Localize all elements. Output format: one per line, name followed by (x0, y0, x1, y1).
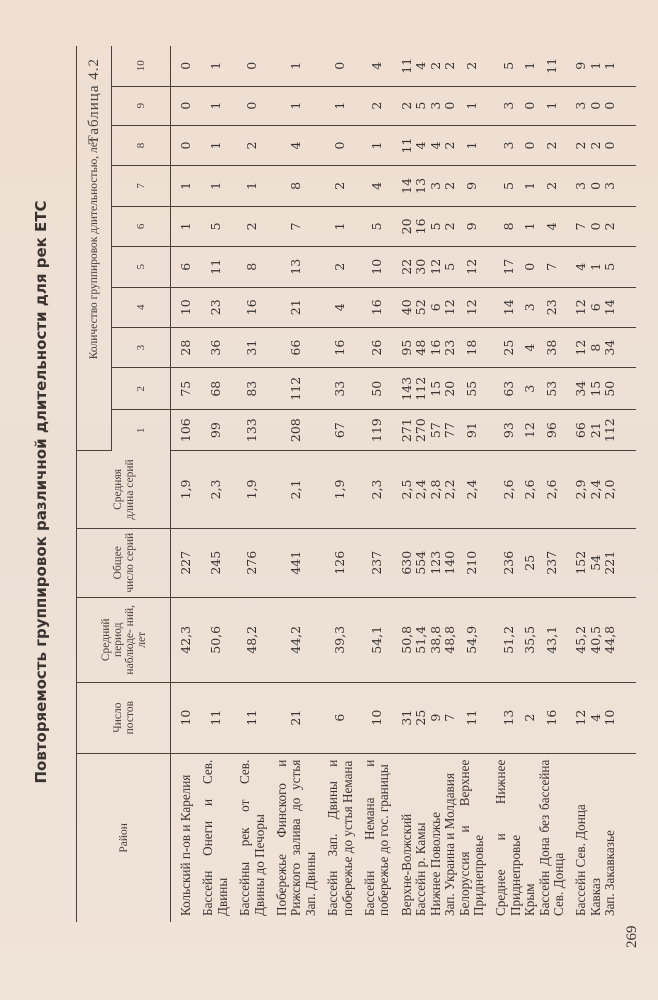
header-duration-1: 1 (135, 427, 147, 434)
cell-count-6: 1 (318, 206, 355, 246)
cell-total: 25 (523, 528, 537, 597)
table-row (589, 46, 603, 922)
cell-count-10: 2 (429, 46, 443, 86)
cell-avg-length: 1,9 (230, 451, 267, 528)
cell-total: 221 (603, 528, 635, 597)
cell-count-8: 1 (193, 125, 230, 165)
cell-avg-length: 2,3 (355, 451, 392, 528)
cell-region: Бассейн Немана и побережье до гос. границы (362, 759, 392, 916)
cell-count-6: 9 (458, 206, 487, 246)
cell-count-4: 14 (486, 287, 523, 327)
cell-count-10: 2 (458, 46, 487, 86)
cell-count-10: 0 (171, 46, 194, 86)
cell-count-9: 0 (171, 86, 194, 125)
cell-count-3: 66 (267, 327, 318, 367)
cell-avg-length: 2,4 (458, 451, 487, 528)
cell-count-6: 1 (523, 206, 537, 246)
cell-avg-length: 2,2 (443, 451, 457, 528)
cell-count-2: 112 (414, 368, 428, 410)
cell-count-3: 31 (230, 327, 267, 367)
cell-count-8: 1 (458, 125, 487, 165)
cell-count-4: 6 (589, 287, 603, 327)
cell-count-10: 4 (355, 46, 392, 86)
cell-count-3: 8 (589, 327, 603, 367)
cell-count-8: 2 (230, 125, 267, 165)
cell-count-4: 4 (318, 287, 355, 327)
cell-count-3: 16 (318, 327, 355, 367)
data-table (76, 46, 636, 922)
table-row (193, 46, 230, 922)
cell-count-5: 12 (458, 247, 487, 287)
cell-avg-length: 2,3 (193, 451, 230, 528)
cell-count-1: 21 (589, 410, 603, 451)
cell-count-6: 2 (443, 206, 457, 246)
table-number: Таблица 4.2 (86, 58, 102, 145)
cell-count-1: 57 (429, 410, 443, 451)
cell-period: 54,1 (355, 597, 392, 682)
cell-count-2: 68 (193, 368, 230, 410)
cell-count-6: 7 (566, 206, 588, 246)
cell-count-8: 0 (171, 125, 194, 165)
cell-count-4: 12 (566, 287, 588, 327)
cell-avg-length: 2,1 (267, 451, 318, 528)
cell-total: 54 (589, 528, 603, 597)
cell-count-1: 12 (523, 410, 537, 451)
cell-count-4: 21 (267, 287, 318, 327)
cell-count-9: 3 (566, 86, 588, 125)
cell-posts: 13 (486, 682, 523, 753)
table-row (523, 46, 537, 922)
cell-count-5: 11 (193, 247, 230, 287)
cell-count-8: 2 (566, 125, 588, 165)
cell-count-7: 9 (458, 166, 487, 206)
cell-count-1: 93 (486, 410, 523, 451)
cell-count-6: 5 (429, 206, 443, 246)
cell-count-6: 7 (267, 206, 318, 246)
cell-period: 51,2 (486, 597, 523, 682)
cell-count-3: 12 (566, 327, 588, 367)
cell-count-10: 1 (267, 46, 318, 86)
cell-count-2: 83 (230, 368, 267, 410)
cell-count-1: 106 (171, 410, 194, 451)
cell-count-9: 3 (429, 86, 443, 125)
cell-count-2: 3 (523, 368, 537, 410)
cell-total: 126 (318, 528, 355, 597)
cell-count-1: 77 (443, 410, 457, 451)
cell-posts: 7 (443, 682, 457, 753)
cell-period: 50,8 (392, 597, 414, 682)
cell-count-3: 36 (193, 327, 230, 367)
cell-count-9: 0 (589, 86, 603, 125)
table-row (443, 46, 457, 922)
cell-region: Среднее и Нижнее Приднепровье (493, 759, 523, 916)
cell-count-7: 5 (486, 166, 523, 206)
cell-count-4: 23 (193, 287, 230, 327)
header-total: Общее число серий (77, 528, 171, 597)
cell-region: Зап. Украина и Молдавия (442, 773, 458, 916)
header-duration-4: 4 (112, 287, 171, 327)
cell-count-2: 55 (458, 368, 487, 410)
cell-total: 123 (429, 528, 443, 597)
cell-count-8: 0 (523, 125, 537, 165)
cell-count-2: 20 (443, 368, 457, 410)
cell-count-9: 0 (443, 86, 457, 125)
cell-count-1: 271 (392, 410, 414, 451)
cell-count-10: 1 (589, 46, 603, 86)
header-region: Район (77, 753, 171, 922)
cell-count-7: 1 (171, 166, 194, 206)
cell-total: 227 (171, 528, 194, 597)
cell-posts: 11 (230, 682, 267, 753)
table-row (318, 46, 355, 922)
cell-period: 44,8 (603, 597, 635, 682)
cell-count-6: 0 (589, 206, 603, 246)
cell-count-7: 2 (443, 166, 457, 206)
header-avg-length: Средняя длина серий (77, 451, 171, 528)
cell-count-7: 3 (429, 166, 443, 206)
cell-region: Бассейны рек от Сев. Двины до Печоры (237, 759, 267, 916)
table-row (267, 46, 318, 922)
cell-count-1: 91 (458, 410, 487, 451)
cell-avg-length: 2,5 (392, 451, 414, 528)
cell-count-6: 5 (355, 206, 392, 246)
cell-region: Нижнее Поволжье (427, 812, 443, 916)
cell-count-4: 12 (458, 287, 487, 327)
cell-count-3: 16 (429, 327, 443, 367)
cell-posts: 21 (267, 682, 318, 753)
cell-count-8: 2 (538, 125, 567, 165)
cell-count-8: 4 (429, 125, 443, 165)
cell-region: Кавказ (587, 878, 603, 916)
cell-period: 48,2 (230, 597, 267, 682)
cell-count-8: 0 (603, 125, 635, 165)
cell-count-2: 50 (603, 368, 635, 410)
cell-count-1: 270 (414, 410, 428, 451)
cell-count-5: 22 (392, 247, 414, 287)
cell-count-9: 1 (318, 86, 355, 125)
header-posts: Число постов (77, 682, 171, 753)
table-row (392, 46, 414, 922)
cell-avg-length: 1,9 (318, 451, 355, 528)
cell-count-8: 2 (443, 125, 457, 165)
cell-count-4: 40 (392, 287, 414, 327)
cell-avg-length: 2,8 (429, 451, 443, 528)
cell-count-10: 1 (523, 46, 537, 86)
cell-count-10: 2 (443, 46, 457, 86)
cell-count-2: 33 (318, 368, 355, 410)
cell-region: Бассейн Онеги и Сев. Двины (200, 759, 230, 916)
cell-count-6: 5 (193, 206, 230, 246)
cell-period: 39,3 (318, 597, 355, 682)
cell-count-2: 75 (171, 368, 194, 410)
cell-total: 236 (486, 528, 523, 597)
cell-avg-length: 2,4 (589, 451, 603, 528)
cell-count-3: 25 (486, 327, 523, 367)
cell-count-3: 28 (171, 327, 194, 367)
cell-count-5: 0 (523, 247, 537, 287)
cell-count-4: 12 (443, 287, 457, 327)
cell-count-1: 99 (193, 410, 230, 451)
cell-region: Бассейн Дона без бассейна Сев. Донца (536, 759, 566, 916)
cell-count-8: 0 (318, 125, 355, 165)
cell-count-10: 1 (193, 46, 230, 86)
cell-count-5: 5 (603, 247, 635, 287)
cell-count-4: 16 (355, 287, 392, 327)
cell-count-2: 143 (392, 368, 414, 410)
cell-count-2: 34 (566, 368, 588, 410)
header-duration-8: 8 (112, 125, 171, 165)
cell-count-4: 3 (523, 287, 537, 327)
cell-count-7: 3 (603, 166, 635, 206)
cell-posts: 4 (589, 682, 603, 753)
cell-count-9: 2 (355, 86, 392, 125)
cell-count-9: 0 (230, 86, 267, 125)
cell-count-10: 5 (486, 46, 523, 86)
cell-count-9: 1 (538, 86, 567, 125)
cell-period: 45,2 (566, 597, 588, 682)
cell-period: 48,8 (443, 597, 457, 682)
cell-region: Крым (522, 883, 538, 916)
cell-count-3: 34 (603, 327, 635, 367)
cell-posts: 16 (538, 682, 567, 753)
cell-count-4: 14 (603, 287, 635, 327)
cell-count-9: 1 (267, 86, 318, 125)
table-row (414, 46, 428, 922)
cell-count-5: 12 (429, 247, 443, 287)
cell-count-8: 11 (392, 125, 414, 165)
cell-count-9: 1 (458, 86, 487, 125)
header-duration-9: 9 (112, 86, 171, 125)
cell-count-4: 23 (538, 287, 567, 327)
cell-avg-length: 2,4 (414, 451, 428, 528)
cell-period: 40,5 (589, 597, 603, 682)
cell-count-1: 66 (566, 410, 588, 451)
cell-count-8: 4 (414, 125, 428, 165)
cell-count-6: 1 (171, 206, 194, 246)
cell-period: 54,9 (458, 597, 487, 682)
cell-count-7: 4 (355, 166, 392, 206)
cell-avg-length: 2,0 (603, 451, 635, 528)
cell-count-7: 1 (230, 166, 267, 206)
cell-region: Бассейн Зап. Двины и побережье до устья Немана (325, 759, 355, 916)
cell-count-6: 16 (414, 206, 428, 246)
cell-count-7: 1 (193, 166, 230, 206)
cell-count-8: 1 (355, 125, 392, 165)
cell-posts: 10 (355, 682, 392, 753)
cell-count-5: 2 (318, 247, 355, 287)
cell-posts: 11 (458, 682, 487, 753)
header-group: Количество группировок длительностью, лет (77, 46, 112, 451)
cell-count-10: 0 (318, 46, 355, 86)
cell-count-10: 4 (414, 46, 428, 86)
cell-total: 237 (355, 528, 392, 597)
cell-count-5: 6 (171, 247, 194, 287)
cell-count-5: 1 (589, 247, 603, 287)
cell-period: 43,1 (538, 597, 567, 682)
cell-region: Бассейн р. Камы (413, 822, 429, 916)
cell-posts: 9 (429, 682, 443, 753)
cell-total: 441 (267, 528, 318, 597)
cell-count-8: 2 (589, 125, 603, 165)
cell-avg-length: 2,6 (523, 451, 537, 528)
cell-posts: 25 (414, 682, 428, 753)
cell-count-5: 8 (230, 247, 267, 287)
cell-period: 51,4 (414, 597, 428, 682)
cell-count-2: 50 (355, 368, 392, 410)
cell-posts: 6 (318, 682, 355, 753)
cell-period: 44,2 (267, 597, 318, 682)
cell-total: 140 (443, 528, 457, 597)
table-row (355, 46, 392, 922)
cell-count-1: 133 (230, 410, 267, 451)
cell-count-2: 53 (538, 368, 567, 410)
cell-count-8: 3 (486, 125, 523, 165)
cell-count-7: 2 (318, 166, 355, 206)
page-number: 269 (624, 925, 640, 948)
table-row (566, 46, 588, 922)
cell-count-10: 11 (392, 46, 414, 86)
cell-count-1: 119 (355, 410, 392, 451)
cell-count-5: 17 (486, 247, 523, 287)
cell-count-10: 0 (230, 46, 267, 86)
cell-total: 276 (230, 528, 267, 597)
cell-count-4: 16 (230, 287, 267, 327)
cell-total: 245 (193, 528, 230, 597)
cell-avg-length: 2,6 (538, 451, 567, 528)
table-row (603, 46, 635, 922)
cell-count-6: 20 (392, 206, 414, 246)
table-row (429, 46, 443, 922)
header-duration-3: 3 (112, 327, 171, 367)
cell-count-3: 48 (414, 327, 428, 367)
cell-region: Верхне-Волжский (398, 813, 414, 916)
cell-period: 42,3 (171, 597, 194, 682)
cell-region: Белоруссия и Верхнее Приднепровье (456, 759, 486, 916)
table-row (171, 46, 194, 922)
cell-total: 152 (566, 528, 588, 597)
cell-count-7: 2 (538, 166, 567, 206)
cell-region: Кольский п-ов и Карелия (178, 774, 193, 916)
cell-count-9: 1 (193, 86, 230, 125)
cell-count-6: 2 (603, 206, 635, 246)
cell-count-4: 10 (171, 287, 194, 327)
cell-count-10: 1 (603, 46, 635, 86)
cell-period: 38,8 (429, 597, 443, 682)
header-duration-5: 5 (112, 247, 171, 287)
cell-count-9: 2 (392, 86, 414, 125)
cell-count-3: 38 (538, 327, 567, 367)
cell-count-7: 3 (566, 166, 588, 206)
cell-count-6: 4 (538, 206, 567, 246)
cell-count-5: 13 (267, 247, 318, 287)
cell-count-9: 0 (523, 86, 537, 125)
cell-count-5: 30 (414, 247, 428, 287)
cell-count-3: 18 (458, 327, 487, 367)
cell-count-3: 95 (392, 327, 414, 367)
cell-region: Бассейн Сев. Донца (573, 804, 589, 916)
cell-count-10: 9 (566, 46, 588, 86)
cell-posts: 11 (193, 682, 230, 753)
cell-count-1: 112 (603, 410, 635, 451)
table-row (458, 46, 487, 922)
cell-count-2: 63 (486, 368, 523, 410)
cell-count-3: 26 (355, 327, 392, 367)
cell-count-4: 6 (429, 287, 443, 327)
cell-count-5: 4 (566, 247, 588, 287)
cell-avg-length: 2,9 (566, 451, 588, 528)
cell-count-9: 0 (603, 86, 635, 125)
cell-posts: 12 (566, 682, 588, 753)
cell-count-7: 1 (523, 166, 537, 206)
cell-region: Зап. Закавказье (602, 830, 618, 916)
cell-total: 210 (458, 528, 487, 597)
cell-count-8: 4 (267, 125, 318, 165)
table-row (486, 46, 523, 922)
cell-count-2: 112 (267, 368, 318, 410)
header-duration-7: 7 (112, 166, 171, 206)
cell-count-5: 7 (538, 247, 567, 287)
cell-count-2: 15 (589, 368, 603, 410)
header-duration-2: 2 (112, 368, 171, 410)
cell-count-9: 5 (414, 86, 428, 125)
cell-total: 630 (392, 528, 414, 597)
cell-count-1: 67 (318, 410, 355, 451)
cell-count-4: 52 (414, 287, 428, 327)
cell-count-6: 2 (230, 206, 267, 246)
cell-count-7: 8 (267, 166, 318, 206)
cell-region: Побережье Финского и Рижского залива до устья Зап. Двины (274, 759, 318, 916)
cell-count-1: 96 (538, 410, 567, 451)
cell-count-5: 10 (355, 247, 392, 287)
cell-posts: 31 (392, 682, 414, 753)
cell-count-5: 5 (443, 247, 457, 287)
header-period: Средний период наблюде- ний, лет (77, 597, 171, 682)
cell-total: 237 (538, 528, 567, 597)
cell-count-3: 4 (523, 327, 537, 367)
header-duration-10: 10 (112, 46, 171, 86)
cell-avg-length: 2,6 (486, 451, 523, 528)
table-row (230, 46, 267, 922)
cell-avg-length: 1,9 (171, 451, 194, 528)
cell-count-2: 15 (429, 368, 443, 410)
cell-count-9: 3 (486, 86, 523, 125)
cell-count-7: 0 (589, 166, 603, 206)
cell-count-3: 23 (443, 327, 457, 367)
cell-posts: 2 (523, 682, 537, 753)
cell-posts: 10 (603, 682, 635, 753)
cell-total: 554 (414, 528, 428, 597)
cell-count-7: 14 (392, 166, 414, 206)
cell-posts: 10 (171, 682, 194, 753)
cell-count-1: 208 (267, 410, 318, 451)
cell-count-10: 11 (538, 46, 567, 86)
cell-count-6: 8 (486, 206, 523, 246)
table-title: Повторяемость группировок различной длительности для рек ЕТС (32, 200, 50, 784)
cell-count-7: 13 (414, 166, 428, 206)
table-row (538, 46, 567, 922)
header-duration-6: 6 (112, 206, 171, 246)
cell-period: 35,5 (523, 597, 537, 682)
cell-period: 50,6 (193, 597, 230, 682)
